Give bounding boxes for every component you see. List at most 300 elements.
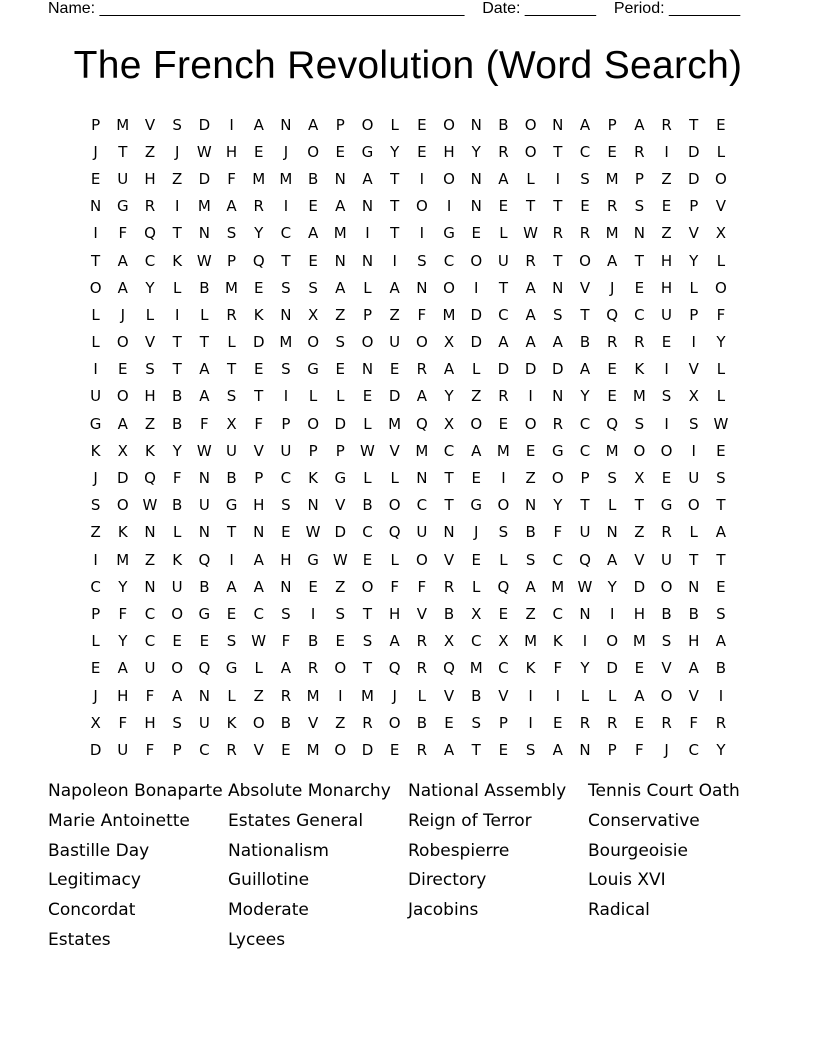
grid-letter[interactable]: M bbox=[116, 550, 130, 569]
grid-letter[interactable]: A bbox=[634, 686, 645, 705]
grid-letter[interactable]: O bbox=[470, 414, 483, 433]
grid-letter[interactable]: T bbox=[553, 142, 563, 161]
grid-letter[interactable]: R bbox=[634, 333, 645, 352]
grid-letter[interactable]: K bbox=[172, 550, 183, 569]
grid-letter[interactable]: I bbox=[555, 686, 560, 705]
grid-letter[interactable]: I bbox=[392, 251, 397, 270]
grid-letter[interactable]: L bbox=[145, 305, 155, 324]
grid-letter[interactable]: M bbox=[605, 169, 619, 188]
grid-letter[interactable]: J bbox=[392, 686, 397, 705]
grid-letter[interactable]: L bbox=[499, 550, 508, 569]
grid-letter[interactable]: F bbox=[200, 414, 209, 433]
grid-letter[interactable]: Y bbox=[716, 333, 726, 352]
grid-letter[interactable]: H bbox=[225, 142, 238, 161]
grid-letter[interactable]: M bbox=[333, 224, 347, 243]
grid-letter[interactable]: E bbox=[90, 169, 101, 188]
grid-letter[interactable]: O bbox=[116, 387, 129, 406]
grid-letter[interactable]: L bbox=[308, 387, 318, 406]
grid-letter[interactable]: N bbox=[470, 197, 482, 216]
grid-letter[interactable]: A bbox=[634, 115, 645, 134]
grid-letter[interactable]: K bbox=[253, 305, 264, 324]
grid-letter[interactable]: U bbox=[117, 169, 129, 188]
grid-letter[interactable]: O bbox=[334, 659, 347, 678]
grid-letter[interactable]: S bbox=[90, 496, 101, 515]
grid-letter[interactable]: N bbox=[280, 305, 292, 324]
grid-letter[interactable]: S bbox=[226, 632, 237, 651]
grid-letter[interactable]: L bbox=[390, 550, 399, 569]
grid-letter[interactable]: M bbox=[415, 441, 429, 460]
grid-letter[interactable]: L bbox=[390, 115, 399, 134]
grid-letter[interactable]: T bbox=[362, 659, 373, 678]
grid-letter[interactable]: T bbox=[172, 224, 182, 243]
grid-letter[interactable]: O bbox=[660, 441, 673, 460]
grid-letter[interactable]: F bbox=[118, 224, 128, 243]
grid-letter[interactable]: E bbox=[498, 414, 509, 433]
grid-letter[interactable]: D bbox=[334, 414, 347, 433]
grid-letter[interactable]: F bbox=[553, 523, 563, 542]
grid-letter[interactable]: R bbox=[498, 387, 509, 406]
grid-letter[interactable]: O bbox=[551, 469, 564, 488]
grid-letter[interactable]: T bbox=[199, 333, 209, 352]
grid-letter[interactable]: D bbox=[606, 659, 618, 678]
grid-letter[interactable]: A bbox=[416, 387, 427, 406]
grid-letter[interactable]: C bbox=[498, 659, 509, 678]
grid-letter[interactable]: A bbox=[389, 278, 400, 297]
grid-letter[interactable]: V bbox=[688, 360, 699, 379]
grid-letter[interactable]: T bbox=[226, 360, 237, 379]
grid-letter[interactable]: D bbox=[552, 360, 564, 379]
grid-letter[interactable]: F bbox=[118, 713, 128, 732]
grid-letter[interactable]: C bbox=[634, 305, 645, 324]
grid-letter[interactable]: H bbox=[389, 604, 401, 623]
grid-letter[interactable]: H bbox=[144, 713, 156, 732]
grid-letter[interactable]: N bbox=[688, 577, 700, 596]
grid-letter[interactable]: K bbox=[117, 523, 128, 542]
grid-letter[interactable]: U bbox=[90, 387, 102, 406]
grid-letter[interactable]: T bbox=[362, 604, 373, 623]
grid-letter[interactable]: S bbox=[172, 713, 182, 732]
grid-letter[interactable]: V bbox=[144, 115, 156, 134]
grid-letter[interactable]: Y bbox=[471, 142, 481, 161]
grid-letter[interactable]: H bbox=[280, 550, 292, 569]
grid-letter[interactable]: B bbox=[416, 713, 427, 732]
grid-letter[interactable]: M bbox=[306, 740, 320, 759]
grid-letter[interactable]: B bbox=[307, 632, 319, 651]
grid-letter[interactable]: O bbox=[524, 414, 537, 433]
grid-letter[interactable]: E bbox=[498, 604, 509, 623]
grid-letter[interactable]: S bbox=[580, 169, 590, 188]
grid-letter[interactable]: A bbox=[579, 360, 591, 379]
grid-letter[interactable]: T bbox=[716, 496, 726, 515]
grid-letter[interactable]: A bbox=[307, 224, 319, 243]
grid-letter[interactable]: W bbox=[577, 577, 593, 596]
grid-letter[interactable]: B bbox=[715, 659, 727, 678]
grid-letter[interactable]: F bbox=[635, 740, 644, 759]
grid-letter[interactable]: F bbox=[227, 169, 236, 188]
grid-letter[interactable]: V bbox=[443, 550, 455, 569]
grid-letter[interactable]: L bbox=[172, 278, 182, 297]
grid-letter[interactable]: N bbox=[416, 278, 428, 297]
grid-letter[interactable]: B bbox=[525, 523, 536, 542]
grid-letter[interactable]: M bbox=[197, 197, 211, 216]
grid-letter[interactable]: P bbox=[362, 305, 372, 324]
grid-letter[interactable]: A bbox=[226, 577, 237, 596]
grid-letter[interactable]: V bbox=[253, 740, 264, 759]
grid-letter[interactable]: E bbox=[444, 713, 454, 732]
grid-letter[interactable]: E bbox=[417, 115, 427, 134]
grid-letter[interactable]: K bbox=[145, 441, 155, 460]
grid-letter[interactable]: O bbox=[252, 713, 265, 732]
grid-letter[interactable]: T bbox=[172, 360, 182, 379]
grid-letter[interactable]: E bbox=[471, 469, 481, 488]
grid-letter[interactable]: P bbox=[498, 713, 508, 732]
grid-letter[interactable]: X bbox=[307, 305, 319, 324]
grid-letter[interactable]: E bbox=[253, 360, 264, 379]
grid-letter[interactable]: C bbox=[199, 740, 210, 759]
grid-letter[interactable]: R bbox=[634, 142, 645, 161]
grid-letter[interactable]: M bbox=[279, 333, 293, 352]
grid-letter[interactable]: R bbox=[552, 414, 563, 433]
grid-letter[interactable]: S bbox=[335, 604, 346, 623]
grid-letter[interactable]: S bbox=[661, 387, 672, 406]
grid-letter[interactable]: N bbox=[198, 224, 210, 243]
grid-letter[interactable]: N bbox=[198, 523, 210, 542]
grid-letter[interactable]: L bbox=[390, 469, 399, 488]
grid-letter[interactable]: O bbox=[307, 142, 319, 161]
grid-letter[interactable]: C bbox=[552, 550, 564, 569]
grid-letter[interactable]: T bbox=[390, 169, 400, 188]
grid-letter[interactable]: Z bbox=[661, 169, 672, 188]
grid-letter[interactable]: F bbox=[118, 604, 128, 623]
grid-letter[interactable]: E bbox=[553, 713, 563, 732]
grid-letter[interactable]: R bbox=[498, 142, 509, 161]
grid-letter[interactable]: Q bbox=[252, 251, 265, 270]
grid-letter[interactable]: I bbox=[691, 333, 696, 352]
grid-letter[interactable]: E bbox=[362, 387, 373, 406]
grid-letter[interactable]: E bbox=[498, 197, 509, 216]
grid-letter[interactable]: O bbox=[443, 115, 455, 134]
grid-letter[interactable]: W bbox=[360, 441, 375, 460]
grid-letter[interactable]: Z bbox=[144, 550, 156, 569]
grid-letter[interactable]: U bbox=[661, 305, 673, 324]
grid-letter[interactable]: O bbox=[524, 115, 537, 134]
grid-letter[interactable]: A bbox=[688, 659, 699, 678]
grid-letter[interactable]: G bbox=[116, 197, 129, 216]
grid-letter[interactable]: S bbox=[634, 197, 645, 216]
grid-letter[interactable]: M bbox=[252, 169, 266, 188]
grid-letter[interactable]: O bbox=[171, 604, 184, 623]
grid-letter[interactable]: C bbox=[253, 604, 264, 623]
grid-letter[interactable]: T bbox=[226, 523, 237, 542]
grid-letter[interactable]: L bbox=[363, 414, 372, 433]
grid-letter[interactable]: J bbox=[609, 278, 615, 297]
grid-letter[interactable]: A bbox=[172, 686, 183, 705]
grid-letter[interactable]: E bbox=[634, 278, 645, 297]
grid-letter[interactable]: R bbox=[362, 713, 373, 732]
grid-letter[interactable]: S bbox=[335, 333, 346, 352]
grid-letter[interactable]: Z bbox=[144, 142, 156, 161]
grid-letter[interactable]: V bbox=[661, 659, 672, 678]
grid-letter[interactable]: T bbox=[390, 224, 400, 243]
grid-letter[interactable]: V bbox=[416, 604, 427, 623]
grid-letter[interactable]: M bbox=[605, 224, 619, 243]
grid-letter[interactable]: Q bbox=[606, 414, 619, 433]
grid-letter[interactable]: Z bbox=[471, 387, 482, 406]
grid-letter[interactable]: L bbox=[607, 496, 617, 515]
grid-letter[interactable]: R bbox=[552, 224, 563, 243]
grid-letter[interactable]: S bbox=[417, 251, 427, 270]
grid-letter[interactable]: E bbox=[199, 632, 210, 651]
grid-letter[interactable]: B bbox=[471, 686, 482, 705]
grid-letter[interactable]: O bbox=[116, 496, 129, 515]
grid-letter[interactable]: P bbox=[580, 469, 590, 488]
grid-letter[interactable]: S bbox=[498, 523, 509, 542]
grid-letter[interactable]: Q bbox=[144, 224, 156, 243]
grid-letter[interactable]: T bbox=[580, 496, 590, 515]
grid-letter[interactable]: O bbox=[415, 550, 428, 569]
grid-letter[interactable]: O bbox=[497, 496, 510, 515]
grid-letter[interactable]: K bbox=[552, 632, 563, 651]
grid-letter[interactable]: U bbox=[497, 251, 509, 270]
grid-letter[interactable]: I bbox=[501, 469, 506, 488]
grid-letter[interactable]: O bbox=[415, 333, 428, 352]
grid-letter[interactable]: I bbox=[93, 224, 98, 243]
grid-letter[interactable]: Z bbox=[634, 523, 645, 542]
grid-letter[interactable]: W bbox=[196, 441, 212, 460]
grid-letter[interactable]: U bbox=[416, 523, 428, 542]
grid-letter[interactable]: B bbox=[443, 604, 455, 623]
grid-letter[interactable]: Y bbox=[689, 251, 699, 270]
grid-letter[interactable]: Z bbox=[144, 414, 156, 433]
grid-letter[interactable]: W bbox=[196, 251, 212, 270]
grid-letter[interactable]: I bbox=[338, 686, 343, 705]
grid-letter[interactable]: W bbox=[523, 224, 539, 243]
grid-letter[interactable]: V bbox=[253, 441, 264, 460]
grid-letter[interactable]: X bbox=[226, 414, 237, 433]
grid-letter[interactable]: M bbox=[360, 686, 374, 705]
grid-letter[interactable]: Z bbox=[172, 169, 183, 188]
grid-letter[interactable]: C bbox=[443, 251, 455, 270]
grid-letter[interactable]: X bbox=[443, 333, 455, 352]
grid-letter[interactable]: N bbox=[280, 577, 292, 596]
grid-letter[interactable]: T bbox=[716, 550, 726, 569]
grid-letter[interactable]: P bbox=[689, 197, 699, 216]
grid-letter[interactable]: E bbox=[661, 469, 672, 488]
grid-letter[interactable]: N bbox=[307, 496, 319, 515]
grid-letter[interactable]: N bbox=[552, 278, 564, 297]
grid-letter[interactable]: A bbox=[579, 115, 591, 134]
grid-letter[interactable]: T bbox=[580, 305, 590, 324]
grid-letter[interactable]: X bbox=[715, 224, 727, 243]
grid-letter[interactable]: A bbox=[117, 659, 128, 678]
grid-letter[interactable]: S bbox=[525, 740, 536, 759]
grid-letter[interactable]: L bbox=[91, 632, 100, 651]
grid-letter[interactable]: R bbox=[443, 577, 455, 596]
grid-letter[interactable]: O bbox=[443, 278, 455, 297]
grid-letter[interactable]: L bbox=[417, 686, 427, 705]
grid-letter[interactable]: X bbox=[443, 414, 455, 433]
grid-letter[interactable]: E bbox=[580, 197, 590, 216]
grid-letter[interactable]: O bbox=[361, 577, 374, 596]
grid-letter[interactable]: T bbox=[281, 251, 291, 270]
grid-letter[interactable]: A bbox=[117, 414, 128, 433]
grid-letter[interactable]: V bbox=[307, 713, 319, 732]
grid-letter[interactable]: P bbox=[308, 441, 318, 460]
grid-letter[interactable]: L bbox=[363, 278, 372, 297]
grid-letter[interactable]: N bbox=[280, 115, 292, 134]
grid-letter[interactable]: L bbox=[716, 387, 726, 406]
grid-letter[interactable]: J bbox=[93, 469, 98, 488]
grid-letter[interactable]: A bbox=[607, 251, 618, 270]
grid-letter[interactable]: F bbox=[172, 469, 182, 488]
grid-letter[interactable]: P bbox=[607, 115, 617, 134]
grid-letter[interactable]: L bbox=[716, 360, 726, 379]
grid-letter[interactable]: W bbox=[332, 550, 348, 569]
grid-letter[interactable]: Y bbox=[172, 441, 182, 460]
grid-letter[interactable]: P bbox=[91, 115, 101, 134]
grid-letter[interactable]: E bbox=[253, 278, 264, 297]
grid-letter[interactable]: E bbox=[281, 523, 291, 542]
grid-letter[interactable]: E bbox=[634, 713, 645, 732]
grid-letter[interactable]: I bbox=[555, 169, 560, 188]
grid-letter[interactable]: N bbox=[334, 251, 346, 270]
grid-letter[interactable]: I bbox=[419, 224, 425, 243]
grid-letter[interactable]: A bbox=[389, 632, 400, 651]
grid-letter[interactable]: T bbox=[498, 278, 508, 297]
grid-letter[interactable]: N bbox=[361, 360, 374, 379]
grid-letter[interactable]: E bbox=[226, 604, 237, 623]
grid-letter[interactable]: N bbox=[524, 496, 537, 515]
grid-letter[interactable]: X bbox=[634, 469, 645, 488]
grid-letter[interactable]: D bbox=[497, 360, 510, 379]
grid-letter[interactable]: I bbox=[664, 142, 669, 161]
grid-letter[interactable]: Y bbox=[553, 496, 563, 515]
grid-letter[interactable]: N bbox=[198, 686, 210, 705]
grid-letter[interactable]: P bbox=[91, 604, 101, 623]
grid-letter[interactable]: E bbox=[471, 550, 481, 569]
grid-letter[interactable]: V bbox=[144, 333, 156, 352]
grid-letter[interactable]: M bbox=[116, 115, 130, 134]
grid-letter[interactable]: O bbox=[687, 496, 700, 515]
grid-letter[interactable]: Q bbox=[198, 550, 211, 569]
grid-letter[interactable]: R bbox=[661, 115, 672, 134]
grid-letter[interactable]: M bbox=[442, 305, 456, 324]
grid-letter[interactable]: R bbox=[606, 713, 618, 732]
grid-letter[interactable]: O bbox=[470, 251, 483, 270]
grid-letter[interactable]: I bbox=[229, 115, 234, 134]
grid-letter[interactable]: F bbox=[553, 659, 563, 678]
grid-letter[interactable]: G bbox=[89, 414, 102, 433]
grid-letter[interactable]: U bbox=[171, 577, 183, 596]
grid-letter[interactable]: X bbox=[90, 713, 101, 732]
grid-letter[interactable]: R bbox=[226, 305, 237, 324]
grid-letter[interactable]: D bbox=[198, 169, 211, 188]
grid-letter[interactable]: V bbox=[634, 550, 645, 569]
grid-letter[interactable]: D bbox=[470, 333, 482, 352]
grid-letter[interactable]: N bbox=[416, 469, 428, 488]
grid-letter[interactable]: E bbox=[471, 224, 481, 243]
grid-letter[interactable]: V bbox=[688, 224, 699, 243]
grid-letter[interactable]: T bbox=[118, 142, 128, 161]
grid-letter[interactable]: T bbox=[526, 197, 536, 216]
grid-letter[interactable]: L bbox=[200, 305, 209, 324]
grid-letter[interactable]: R bbox=[307, 659, 319, 678]
grid-letter[interactable]: B bbox=[199, 278, 210, 297]
grid-letter[interactable]: E bbox=[525, 441, 536, 460]
grid-letter[interactable]: D bbox=[89, 740, 102, 759]
grid-letter[interactable]: E bbox=[308, 577, 318, 596]
grid-letter[interactable]: C bbox=[579, 142, 591, 161]
grid-letter[interactable]: A bbox=[471, 441, 482, 460]
grid-letter[interactable]: F bbox=[145, 686, 155, 705]
grid-letter[interactable]: G bbox=[470, 496, 483, 515]
grid-letter[interactable]: X bbox=[117, 441, 128, 460]
grid-letter[interactable]: Z bbox=[335, 577, 346, 596]
grid-letter[interactable]: C bbox=[443, 441, 455, 460]
grid-letter[interactable]: S bbox=[661, 632, 672, 651]
grid-letter[interactable]: N bbox=[361, 251, 374, 270]
grid-letter[interactable]: I bbox=[174, 197, 180, 216]
grid-letter[interactable]: Q bbox=[388, 659, 401, 678]
grid-letter[interactable]: B bbox=[307, 169, 319, 188]
grid-letter[interactable]: B bbox=[579, 333, 591, 352]
grid-letter[interactable]: L bbox=[689, 523, 698, 542]
grid-letter[interactable]: L bbox=[716, 142, 726, 161]
grid-letter[interactable]: R bbox=[416, 360, 428, 379]
grid-letter[interactable]: U bbox=[579, 523, 591, 542]
grid-letter[interactable]: S bbox=[281, 496, 291, 515]
grid-letter[interactable]: N bbox=[443, 523, 455, 542]
grid-letter[interactable]: U bbox=[144, 659, 156, 678]
grid-letter[interactable]: A bbox=[607, 550, 618, 569]
grid-letter[interactable]: L bbox=[499, 224, 508, 243]
grid-letter[interactable]: G bbox=[551, 441, 564, 460]
grid-letter[interactable]: H bbox=[144, 169, 156, 188]
grid-letter[interactable]: P bbox=[335, 441, 345, 460]
grid-letter[interactable]: Y bbox=[145, 278, 155, 297]
grid-letter[interactable]: O bbox=[171, 659, 184, 678]
grid-letter[interactable]: T bbox=[444, 469, 454, 488]
grid-letter[interactable]: I bbox=[365, 224, 370, 243]
grid-letter[interactable]: A bbox=[117, 251, 128, 270]
grid-letter[interactable]: O bbox=[388, 713, 401, 732]
grid-letter[interactable]: H bbox=[443, 142, 455, 161]
grid-letter[interactable]: I bbox=[174, 305, 180, 324]
grid-letter[interactable]: B bbox=[498, 115, 509, 134]
grid-letter[interactable]: L bbox=[227, 333, 236, 352]
grid-letter[interactable]: A bbox=[715, 632, 727, 651]
grid-letter[interactable]: Q bbox=[144, 469, 156, 488]
grid-letter[interactable]: U bbox=[198, 713, 210, 732]
grid-letter[interactable]: V bbox=[389, 441, 400, 460]
grid-letter[interactable]: R bbox=[144, 197, 156, 216]
grid-letter[interactable]: G bbox=[443, 224, 455, 243]
grid-letter[interactable]: E bbox=[172, 632, 182, 651]
grid-letter[interactable]: U bbox=[389, 333, 401, 352]
grid-letter[interactable]: R bbox=[280, 686, 292, 705]
grid-letter[interactable]: P bbox=[254, 469, 264, 488]
grid-letter[interactable]: T bbox=[689, 115, 699, 134]
grid-letter[interactable]: P bbox=[634, 169, 644, 188]
grid-letter[interactable]: D bbox=[524, 360, 537, 379]
grid-letter[interactable]: H bbox=[253, 496, 265, 515]
grid-letter[interactable]: E bbox=[281, 740, 291, 759]
grid-letter[interactable]: E bbox=[716, 115, 726, 134]
grid-letter[interactable]: A bbox=[335, 278, 346, 297]
grid-letter[interactable]: O bbox=[715, 169, 727, 188]
grid-letter[interactable]: X bbox=[471, 604, 482, 623]
grid-letter[interactable]: R bbox=[416, 740, 428, 759]
